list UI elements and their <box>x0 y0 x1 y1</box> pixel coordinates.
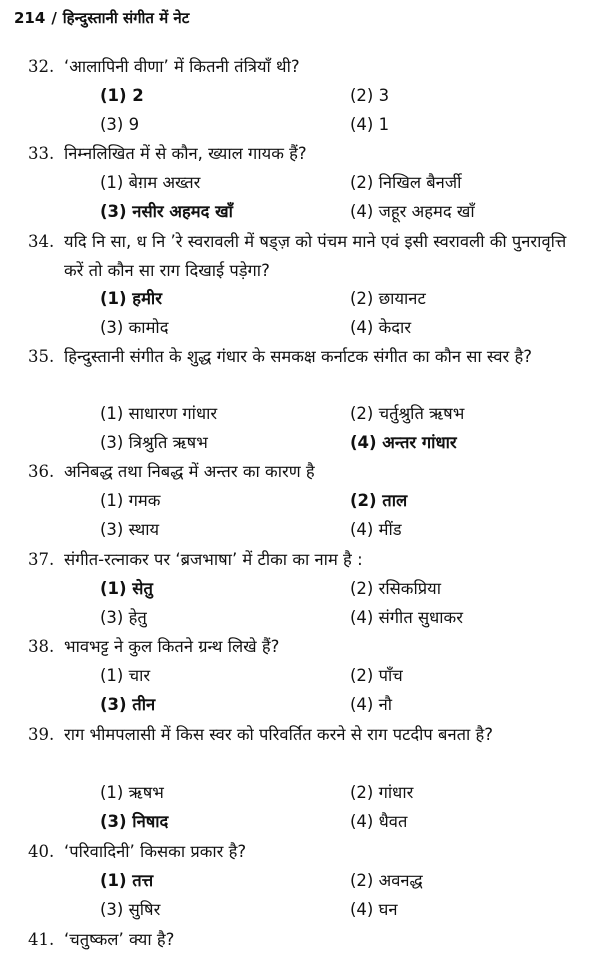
option: (3) कामोद <box>100 318 169 337</box>
option: (3) त्रिश्रुति ऋषभ <box>100 433 208 452</box>
option-answer: (4) अन्तर गांधार <box>350 433 457 452</box>
question-number: 37. <box>28 550 55 569</box>
option: (4) घन <box>350 900 398 919</box>
question-text: अनिबद्ध तथा निबद्ध में अन्तर का कारण है <box>64 462 315 481</box>
question-text: हिन्दुस्तानी संगीत के शुद्ध गंधार के समकक्ष कर्नाटक संगीत का कौन सा स्वर है? <box>64 347 533 366</box>
question-text: राग भीमपलासी में किस स्वर को परिवर्तित करने से राग पटदीप बनता है? <box>64 725 494 744</box>
question-35 <box>28 342 586 371</box>
option: (2) चर्तुश्रुति ऋषभ <box>350 404 465 423</box>
option: (4) धैवत <box>350 812 408 831</box>
option-answer: (1) सेतु <box>100 579 153 598</box>
question-number: 33. <box>28 144 55 163</box>
question-number: 41. <box>28 930 55 949</box>
option: (1) चार <box>100 666 151 685</box>
page-number: 214 <box>14 9 46 27</box>
question-34 <box>28 227 586 285</box>
option: (4) 1 <box>350 115 390 134</box>
question-text: यदि नि सा, ध नि ’रे स्वरावली में षड्ज़ को पंचम माने एवं इसी स्वरावली की पुनरावृत्ति करें तो कौन सा राग दिखाई पड़ेगा? <box>64 232 567 280</box>
option: (2) अवनद्ध <box>350 871 423 890</box>
question-number: 32. <box>28 57 55 76</box>
question-text: संगीत-रत्नाकर पर ‘ब्रजभाषा’ में टीका का नाम है : <box>64 550 363 569</box>
question-40 <box>28 837 586 866</box>
option: (3) स्थाय <box>100 520 160 539</box>
question-41 <box>28 925 586 954</box>
question-39 <box>28 720 586 749</box>
question-text: निम्नलिखित में से कौन, ख्याल गायक हैं? <box>64 144 307 163</box>
option: (1) बेग़म अख्तर <box>100 173 201 192</box>
option: (2) छायानट <box>350 289 426 308</box>
option: (2) 3 <box>350 86 390 105</box>
question-number: 36. <box>28 462 55 481</box>
option-answer: (1) तत्त <box>100 871 154 890</box>
option: (3) हेतु <box>100 608 147 627</box>
question-37 <box>28 545 586 574</box>
option: (2) निखिल बैनर्जी <box>350 173 462 192</box>
option: (4) केदार <box>350 318 412 337</box>
option: (2) पाँच <box>350 666 403 685</box>
option: (4) जहूर अहमद खाँ <box>350 202 475 221</box>
option: (4) मींड <box>350 520 402 539</box>
running-title: हिन्दुस्तानी संगीत में नेट <box>62 9 190 27</box>
question-number: 40. <box>28 842 55 861</box>
option: (1) गमक <box>100 491 161 510</box>
option: (1) ऋषभ <box>100 783 164 802</box>
option: (4) नौ <box>350 695 393 714</box>
option-answer: (2) ताल <box>350 491 408 510</box>
question-number: 35. <box>28 347 55 366</box>
page-header <box>14 8 195 28</box>
option-answer: (3) तीन <box>100 695 156 714</box>
header-separator: / <box>51 9 57 27</box>
option-answer: (3) निषाद <box>100 812 169 831</box>
option-answer: (1) हमीर <box>100 289 162 308</box>
question-number: 39. <box>28 725 55 744</box>
option: (1) साधारण गांधार <box>100 404 218 423</box>
question-32 <box>28 52 586 81</box>
option: (4) संगीत सुधाकर <box>350 608 463 627</box>
question-text: भावभट्ट ने कुल कितने ग्रन्थ लिखे हैं? <box>64 637 280 656</box>
question-38 <box>28 632 586 661</box>
question-text: ‘चतुष्कल’ क्या है? <box>64 930 175 949</box>
question-number: 38. <box>28 637 55 656</box>
question-36 <box>28 457 586 486</box>
option: (2) गांधार <box>350 783 414 802</box>
option: (3) सुषिर <box>100 900 161 919</box>
question-number: 34. <box>28 232 55 251</box>
question-33 <box>28 139 586 168</box>
option: (3) 9 <box>100 115 140 134</box>
question-text: ‘परिवादिनी’ किसका प्रकार है? <box>64 842 247 861</box>
option: (2) रसिकप्रिया <box>350 579 441 598</box>
option-answer: (3) नसीर अहमद खाँ <box>100 202 233 221</box>
option-answer: (1) 2 <box>100 86 144 105</box>
question-text: ‘आलापिनी वीणा’ में कितनी तंत्रियाँ थी? <box>64 57 300 76</box>
